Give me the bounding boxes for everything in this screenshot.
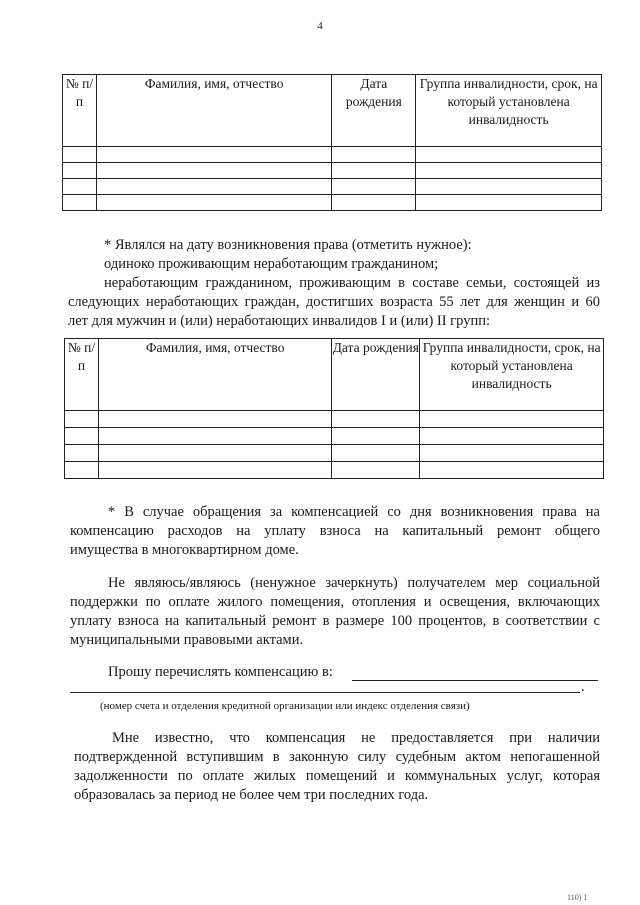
header-num: № п/п [65,339,99,411]
support-statement-line3: уплату взноса на капитальный ремонт в размере 100 процентов, в соответствии с [70,613,600,629]
header-name: Фамилия, имя, отчество [96,75,331,147]
page-number: 4 [317,20,323,32]
table-row [65,428,604,445]
table-row [65,462,604,479]
compensation-note-line2: компенсацию расходов на уплату взноса на капитальный ремонт общего [70,523,600,539]
header-num: № п/п [63,75,97,147]
table-row [63,163,602,179]
table-row [63,147,602,163]
footer-code: 110) 1 [567,893,588,902]
status-option-family-line2: следующих неработающих граждан, достигших возраста 55 лет для женщин и 60 [68,294,600,310]
support-statement-line4: муниципальными правовыми актами. [70,632,304,648]
header-birth: Дата рождения [332,75,416,147]
account-line-2[interactable] [70,692,580,693]
family-table-1 [62,74,602,211]
transfer-label: Прошу перечислять компенсацию в: [108,664,333,680]
acknowledgment-line2: подтвержденной вступившим в законную силу судебным актом непогашенной [74,749,600,765]
header-name: Фамилия, имя, отчество [98,339,331,411]
account-hint: (номер счета и отделения кредитной организации или индекс отделения связи) [100,700,470,712]
compensation-note-line1: * В случае обращения за компенсацией со дня возникновения права на [108,504,600,520]
account-line-end: . [581,679,585,695]
status-option-family-line1: неработающим гражданином, проживающим в составе семьи, состоящей из [104,275,600,291]
table-row [65,411,604,428]
table-header-row [63,75,602,147]
table-row [63,179,602,195]
table-header-row [65,339,604,411]
header-birth: Дата рождения [332,339,420,411]
status-option-single: одиноко проживающим неработающим гражданином; [104,256,439,272]
status-option-family-line3: лет для мужчин и (или) неработающих инвалидов I и (или) II групп: [68,313,490,329]
table-row [65,445,604,462]
table-row [63,195,602,211]
acknowledgment-line1: Мне известно, что компенсация не предоставляется при наличии [112,730,600,746]
header-disability: Группа инвалидности, срок, на который установлена инвалидность [416,75,602,147]
support-statement-line1: Не являюсь/являюсь (ненужное зачеркнуть) получателем мер социальной [108,575,600,591]
support-statement-line2: поддержки по оплате жилого помещения, отопления и освещения, включающих [70,594,600,610]
header-disability: Группа инвалидности, срок, на который установлена инвалидность [420,339,604,411]
acknowledgment-line4: образовалась за период не более чем три последних года. [74,787,429,803]
status-intro: * Являлся на дату возникновения права (отметить нужное): [104,237,472,253]
compensation-note-line3: имущества в многоквартирном доме. [70,542,299,558]
acknowledgment-line3: задолженности по оплате жилых помещений и коммунальных услуг, которая [74,768,600,784]
account-line-1[interactable] [352,680,598,681]
family-table-2 [64,338,604,479]
